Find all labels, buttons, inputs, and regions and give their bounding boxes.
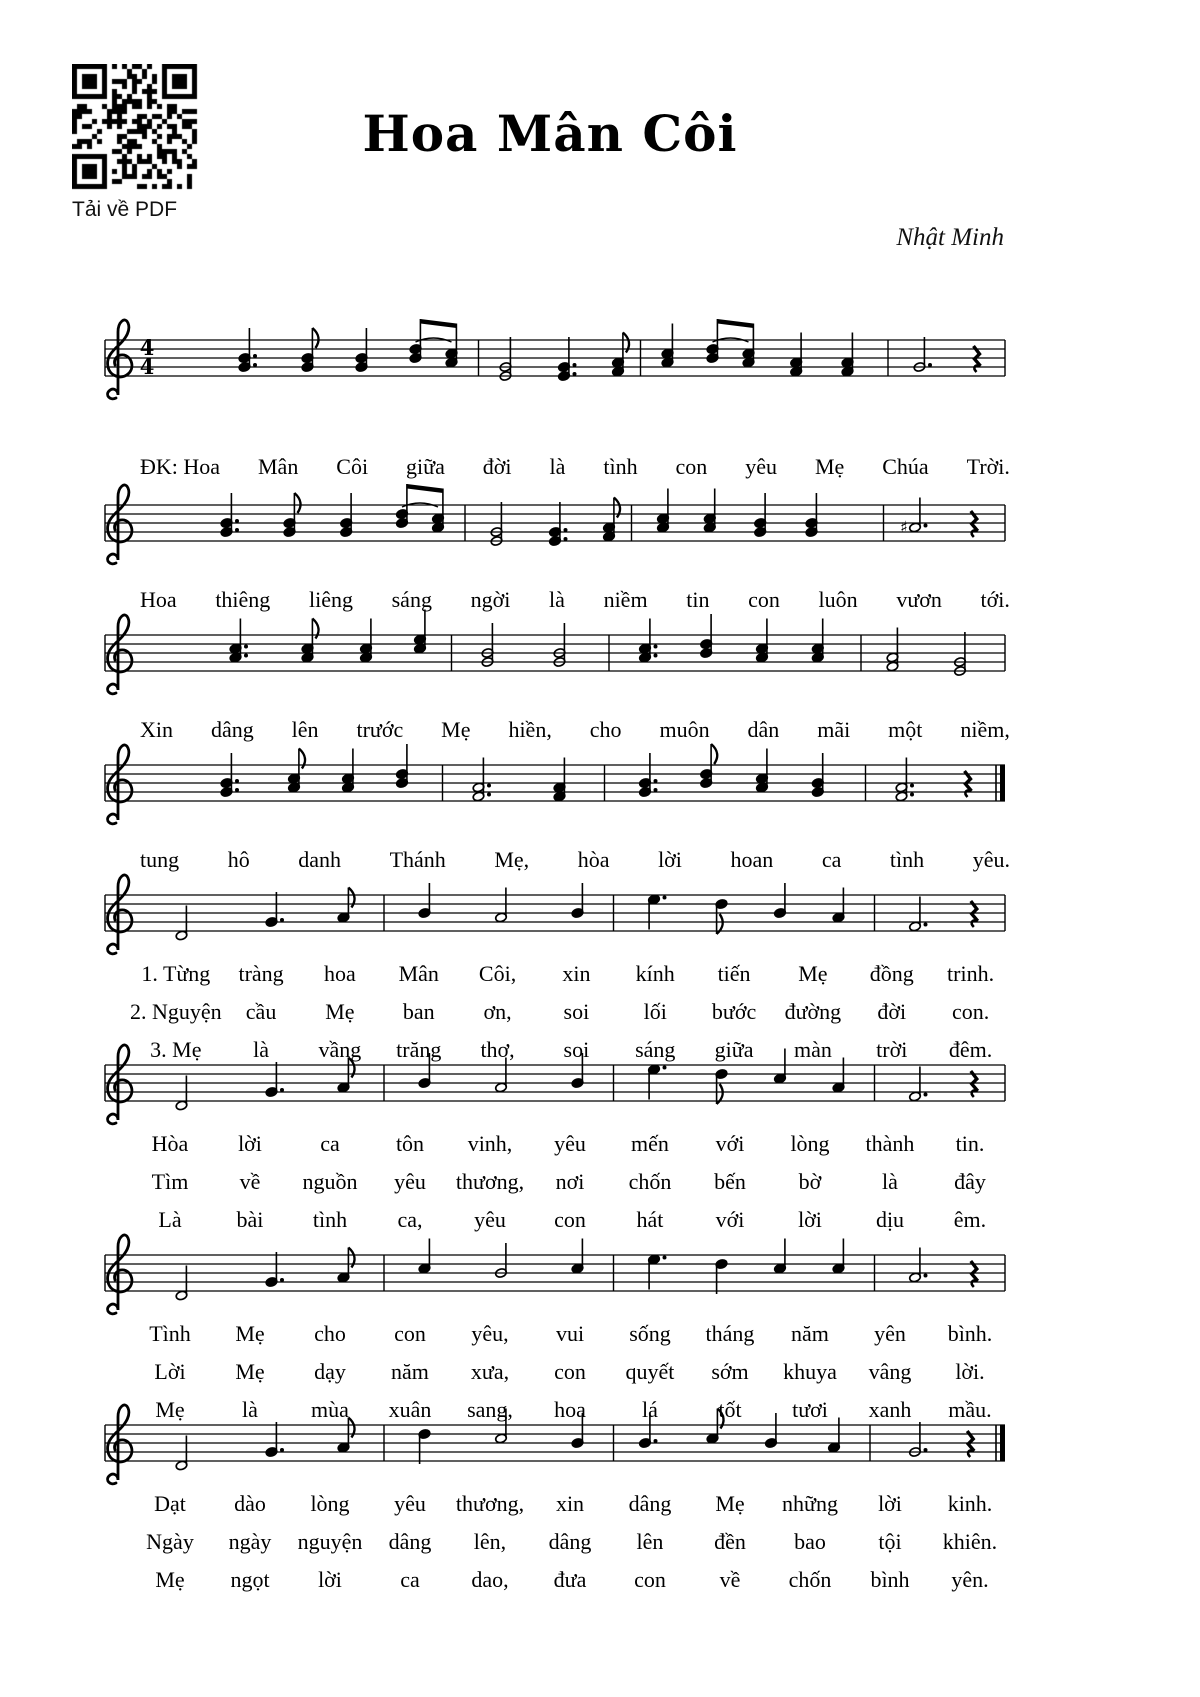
lyric-word: tội [878,1529,902,1554]
time-signature [140,335,155,379]
lyric-word: khiên. [942,1529,998,1554]
lyric-word: yêu. [972,847,1010,872]
lyric-word: lên [291,717,319,742]
note [481,623,494,667]
lyric-word: cầu [245,999,277,1024]
note [715,899,728,934]
note [418,1429,431,1464]
note [774,883,787,918]
lyric-word: xuân [388,1397,432,1422]
note [612,333,629,377]
lyric-word: Tình [149,1321,191,1346]
note [301,619,318,663]
lyric-word: nguyện [297,1529,363,1554]
lyric-word: cho [589,717,622,742]
note [549,502,568,546]
note [886,628,899,672]
note [360,619,373,663]
lyric-word: về [719,1567,741,1592]
lyric-word: ĐK: Hoa [140,454,221,479]
lyric-word: mùa [311,1397,349,1422]
lyric-word: bao [794,1529,826,1554]
lyric-word: yêu [394,1491,426,1516]
note [774,1239,787,1274]
note [175,1266,188,1301]
lyric-word: đây [954,1169,986,1194]
lyric-word: con [554,1359,586,1384]
lyric-word: Trời. [966,454,1010,479]
treble-clef-icon [108,485,132,564]
lyric-word: Mẹ, [494,847,530,872]
lyric-word: ngày [228,1529,272,1554]
lyric-word: khuya [783,1359,837,1384]
staff-system-1 [95,298,1015,418]
lyric-word: Mẹ [798,961,828,986]
svg-text:4: 4 [139,335,155,360]
note [445,324,458,368]
lyric-word: hoan [730,847,774,872]
note [832,888,845,923]
lyric-word: mầu. [948,1397,992,1422]
lyric-word: đền [714,1529,746,1554]
lyric-word: hòa [577,847,610,872]
lyric-word: Côi [336,454,369,479]
lyric-word: là [549,454,566,479]
lyric-word: Là [158,1207,182,1232]
lyric-word: Mẹ [155,1397,185,1422]
lyric-word: cho [314,1321,346,1346]
lyric-word: yên [874,1321,906,1346]
lyric-word: Dạt [154,1491,186,1516]
note [472,758,491,802]
lyric-line [140,585,1010,615]
note [811,753,824,797]
lyric-word: những [782,1491,838,1516]
lyric-word: tin. [955,1131,985,1156]
note [414,610,427,654]
lyric-word: sống [629,1321,671,1346]
lyric-word: là [242,1397,258,1422]
beam [420,319,456,328]
lyric-word: với [715,1131,745,1156]
lyric-word: hát [636,1207,664,1232]
lyric-word: tháng [705,1321,755,1346]
lyric-word: Hòa [151,1131,189,1156]
lyric-word: hoa [554,1397,586,1422]
lyric-word: Mân [398,961,439,986]
quarter-rest [971,1071,978,1097]
note [175,1076,188,1111]
lyric-word: thương, [455,1169,525,1194]
lyric-word: Hoa [140,587,177,612]
lyric-word: xanh [868,1397,912,1422]
lyric-word: một [888,717,923,742]
lyric-word: dâng [388,1529,432,1554]
lyric-word: ngọt [230,1567,270,1592]
lyric-word: niềm, [960,717,1010,742]
note [553,623,566,667]
lyric-word: tình [312,1207,348,1232]
lyric-word: bến [714,1169,746,1194]
note [756,749,769,793]
lyric-word: ban [402,999,435,1024]
lyric-word: lời [318,1567,342,1592]
note [648,1064,667,1099]
lyric-word: ca, [397,1207,423,1232]
note [342,749,355,793]
lyric-word: yêu [394,1169,426,1194]
note [790,333,803,377]
lyric-word: nơi [555,1169,585,1194]
lyric-word: hiền, [508,717,552,742]
lyric-word: trinh. [947,961,995,986]
treble-clef-icon [108,1045,132,1124]
lyric-word: kính [635,961,675,986]
qr-download-label[interactable]: Tải về PDF [72,198,178,221]
note [301,328,318,372]
lyric-word: Chúa [882,454,929,479]
lyric-word: là [549,587,565,612]
lyric-word: sáng [635,1037,676,1062]
lyric-word: soi [563,999,590,1024]
lyric-word: lời [658,847,682,872]
note [703,489,716,533]
lyric-word: sang, [467,1397,513,1422]
lyric-word: giữa [406,454,445,479]
lyric-word: ca [821,847,842,872]
lyric-word: kinh. [947,1491,993,1516]
note [175,906,188,941]
lyric-line [140,715,1010,745]
lyric-word: yêu [745,454,778,479]
lyric-word: Lời [154,1359,186,1384]
quarter-rest [971,1261,978,1287]
note [657,489,670,533]
lyric-word: là [882,1169,898,1194]
lyric-word: đường [784,999,842,1024]
note [432,489,445,533]
lyric-word: đưa [553,1567,587,1592]
lyric-word: yêu, [471,1321,509,1346]
note [661,324,674,368]
lyric-word: mãi [817,717,851,742]
note [639,753,658,797]
lyric-word: Mẹ [715,1491,745,1516]
lyric-word: bước [711,999,757,1024]
note [571,883,584,918]
note [909,897,928,932]
lyric-word: lòng [790,1131,830,1156]
lyric-word: bờ [798,1169,822,1194]
lyric-word: niềm [603,587,648,612]
svg-text:4: 4 [139,354,155,379]
lyric-word: Mẹ [325,999,355,1024]
note [337,888,354,923]
lyric-word: con [554,1207,586,1232]
lyric-word: ca [400,1567,420,1592]
note [648,894,667,929]
lyric-word: thương, [455,1491,525,1516]
lyric-word: Mẹ [235,1359,265,1384]
lyric-word: con. [951,999,990,1024]
treble-clef-icon [108,1235,132,1314]
lyric-line [140,845,1010,875]
note [499,337,512,381]
note [238,328,257,372]
note [340,493,353,537]
note [715,1259,728,1294]
lyric-word: về [239,1169,261,1194]
lyric-word: lá [642,1397,658,1422]
lyric-word: là [253,1037,270,1062]
note [571,1239,584,1274]
treble-clef-icon [108,745,132,824]
lyric-word: tươi [792,1397,828,1422]
sharp-accidental: ♯ [900,517,908,537]
note [220,753,239,797]
verse-lyrics-block [130,1315,1010,1429]
lyric-word: dâng [548,1529,592,1554]
note [553,758,566,802]
lyric-word: Tìm [151,1169,189,1194]
lyric-word: liêng [308,587,353,612]
lyric-word: năm [791,1321,829,1346]
lyric-word: Mẹ [814,454,845,479]
lyric-word: Ngày [146,1529,194,1554]
lyric-word: Mẹ [235,1321,265,1346]
lyric-word: lời [798,1207,822,1232]
note [490,502,503,546]
lyric-word: ơn, [483,999,512,1024]
lyric-word: muôn [659,717,710,742]
lyric-word: quyết [625,1359,675,1384]
lyric-word: tin [686,587,710,612]
note [900,498,928,537]
lyric-word: dạy [314,1359,346,1384]
lyric-word: êm. [953,1207,987,1232]
note [700,614,713,658]
note [288,749,305,793]
lyric-word: lời [238,1131,262,1156]
quarter-rest [965,771,972,797]
lyric-word: thơ, [480,1037,515,1062]
lyric-word: vui [555,1321,585,1346]
lyric-word: vầng [318,1037,362,1062]
lyric-word: lối [643,999,667,1024]
note [337,1248,354,1283]
lyric-word: mến [631,1131,669,1156]
quarter-rest [974,346,981,372]
lyric-word: giữa [714,1037,754,1062]
lyric-word: ca [320,1131,340,1156]
note [756,619,769,663]
lyric-word: Côi, [478,961,517,986]
verse-lyrics-block [130,1485,1010,1599]
note [715,1069,728,1104]
beam [407,484,443,493]
lyric-word: yên. [951,1567,989,1592]
note [811,619,824,663]
note [495,888,508,923]
lyric-word: lời. [955,1359,985,1384]
lyric-word: hoa [324,961,356,986]
lyric-word: xin [562,961,591,986]
lyric-word: tới. [980,587,1010,612]
lyric-word: lên, [473,1529,507,1554]
note [954,632,967,676]
verse-lyrics-block [130,1125,1010,1239]
lyric-word: xin [555,1491,585,1516]
lyric-word: dào [234,1491,266,1516]
note [700,744,717,788]
note [909,1248,928,1283]
note [355,328,368,372]
lyric-word: Thánh [389,847,446,872]
lyric-word: bình. [947,1321,993,1346]
lyric-word: con [748,587,780,612]
note [283,493,300,537]
lyric-word: Mẹ [441,717,471,742]
lyric-word: vươn [896,587,942,612]
treble-clef-icon [108,875,132,954]
lyric-word: con [394,1321,426,1346]
lyric-word: trước [356,717,404,742]
lyric-word: dịu [875,1207,905,1232]
lyric-word: đời [482,454,512,479]
note [895,758,914,802]
note [754,493,767,537]
treble-clef-icon [108,1405,132,1484]
note [175,1436,188,1471]
lyric-word: lòng [310,1491,350,1516]
lyric-word: con [634,1567,666,1592]
lyric-word: đồng [869,961,914,986]
lyric-word: yêu [554,1131,586,1156]
lyric-word: ngời [470,587,511,612]
lyric-word: thành [865,1131,915,1156]
lyric-word: vinh, [467,1131,513,1156]
song-title: Hoa Mân Côi [362,104,738,163]
lyric-word: tràng [238,961,284,986]
lyric-word: thiêng [215,587,271,612]
verse-lyrics-block [130,955,1010,1069]
lyric-word: chốn [628,1169,672,1194]
lyric-word: Mân [258,454,299,479]
note [220,493,239,537]
lyric-word: trăng [396,1037,442,1062]
lyric-word: màn [793,1037,832,1062]
lyric-word: với [715,1207,745,1232]
lyric-word: tiến [717,961,751,986]
note [742,324,755,368]
note [603,498,620,542]
lyric-word: bình [870,1567,910,1592]
note [639,619,658,663]
lyric-word: đêm. [948,1037,993,1062]
note [418,883,431,918]
note [832,1239,845,1274]
lyric-word: đời [877,999,907,1024]
treble-clef-icon [108,615,132,694]
lyric-word: hô [227,847,250,872]
lyric-word: bài [236,1207,264,1232]
lyric-word: sáng [391,587,432,612]
lyric-word: lên [636,1529,664,1554]
lyric-word: soi [563,1037,590,1062]
lyric-word: tôn [395,1131,425,1156]
lyric-word: tình [603,454,638,479]
lyric-word: xưa, [470,1359,510,1384]
lyric-word: tình [889,847,925,872]
note [648,1254,667,1289]
lyric-word: dao, [471,1567,509,1592]
lyric-word: trời [876,1037,908,1062]
lyric-word: con [675,454,708,479]
note [558,337,577,381]
beam [717,319,753,328]
note [418,1239,431,1274]
lyric-word: luôn [818,587,858,612]
lyric-word: yêu [474,1207,506,1232]
quarter-rest [971,901,978,927]
lyric-word: 1. Từng [141,961,211,986]
lyric-line [140,452,1010,482]
lyric-word: sớm [711,1359,749,1384]
note [229,619,248,663]
lyric-word: danh [298,847,342,872]
lyric-word: nguồn [302,1169,358,1194]
lyric-word: dân [747,717,780,742]
quarter-rest [971,511,978,537]
quarter-rest [967,1431,974,1457]
lyric-word: chốn [788,1567,832,1592]
lyric-word: dâng [210,717,254,742]
note [396,744,409,788]
note [841,333,854,377]
lyric-word: 2. Nguyện [130,999,222,1024]
lyric-word: Xin [140,717,173,742]
lyric-word: vâng [868,1359,912,1384]
lyric-word: lời [878,1491,902,1516]
lyric-word: tốt [718,1397,742,1422]
lyric-word: 3. Mẹ [150,1037,202,1062]
note [805,493,818,537]
composer-name: Nhật Minh [896,224,1004,251]
note [909,1067,928,1102]
lyric-word: năm [391,1359,429,1384]
lyric-word: Mẹ [155,1567,185,1592]
treble-clef-icon [108,320,132,399]
lyric-word: dâng [628,1491,672,1516]
lyric-word: tung [140,847,180,872]
